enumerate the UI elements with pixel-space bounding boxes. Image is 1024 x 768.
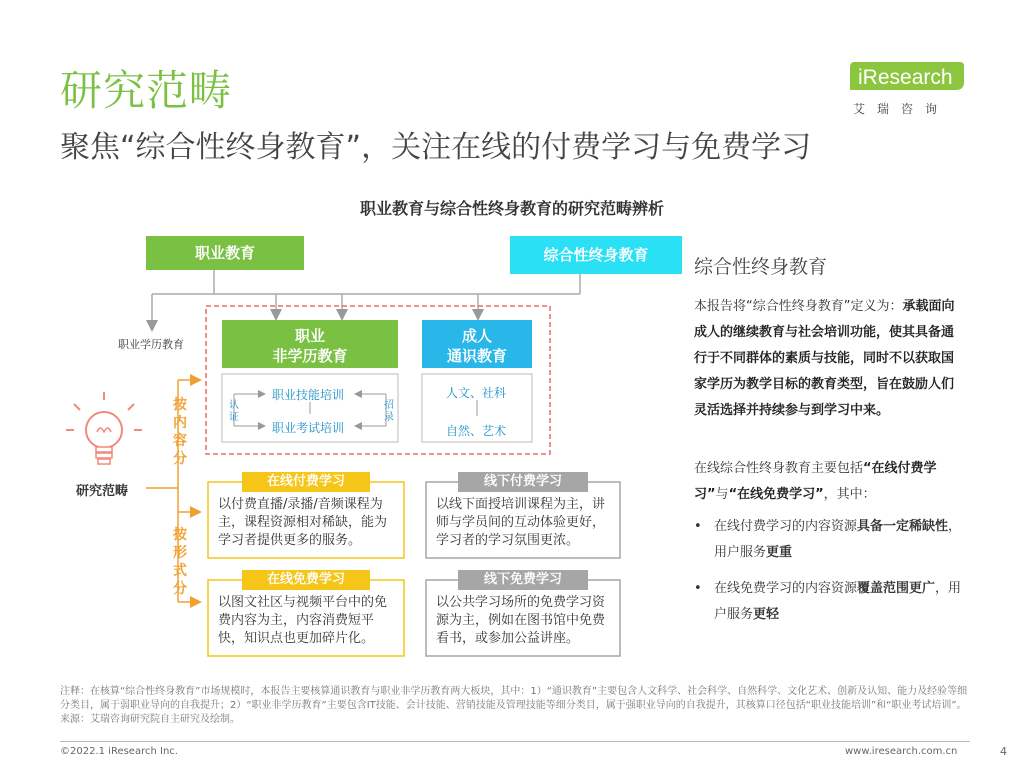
bullet-online-free — [694, 576, 966, 628]
notes-block — [60, 685, 970, 727]
diagram-title: 职业教育与综合性终身教育的研究范畴辨析 — [359, 199, 664, 218]
nature-arts-label: 自然、艺术 — [446, 424, 507, 438]
online-paid-tag: 在线付费学习 — [242, 472, 370, 492]
vocational-education-header: 职业教育 — [146, 236, 304, 270]
source-text: 来源：艾瑞咨询研究院自主研究及绘制。 — [60, 714, 240, 725]
page-subtitle: 聚焦“综合性终身教育”，关注在线的付费学习与免费学习 — [60, 130, 812, 165]
bullet1-d: 更重 — [766, 545, 793, 560]
offline-free-tag: 线下免费学习 — [458, 570, 588, 590]
bullet2-d: 更轻 — [753, 607, 780, 622]
bullet-dot: • — [694, 581, 702, 596]
composition-d: “在线免费学习” — [728, 487, 824, 502]
bullet-dot: • — [694, 519, 702, 534]
recruitment-label: 招录 — [384, 400, 394, 423]
skill-training-label: 职业技能培训 — [272, 388, 345, 402]
composition-c: 与 — [715, 487, 729, 502]
definition-bold: 承载面向成人的继续教育与社会培训功能，使其具备通行于不同群体的素质与技能，同时不以获取国家学历为教学目标的教育类型，旨在鼓励人们灵活选择并持续参与到学习中来。 — [694, 299, 955, 418]
copyright: ©2022.1 iResearch Inc. — [60, 746, 178, 757]
vocational-non-degree-box — [222, 320, 398, 368]
logo-cn: 艾瑞咨询 — [853, 102, 950, 116]
vocational-non-degree-line1: 职业 — [294, 327, 325, 345]
certification-label: 认证 — [229, 400, 239, 423]
bullet-online-paid — [694, 514, 966, 566]
website-link[interactable]: www.iresearch.com.cn — [845, 746, 958, 757]
sidebar-title: 综合性终身教育 — [694, 256, 828, 278]
offline-paid-tag: 线下付费学习 — [458, 472, 588, 492]
humanities-label: 人文、社科 — [446, 386, 507, 400]
online-free-tag: 在线免费学习 — [242, 570, 370, 590]
exam-training-label: 职业考试培训 — [272, 421, 345, 435]
bullet2-c: ，用户服务 — [714, 581, 962, 622]
bullet2-a: 在线免费学习的内容资源 — [714, 581, 858, 596]
definition-intro: 本报告将“综合性终身教育”定义为： — [694, 299, 903, 314]
research-scope-label: 研究范畴 — [76, 484, 129, 499]
logo-text: iResearch — [858, 66, 953, 89]
composition-paragraph — [694, 456, 966, 508]
bullet1-b: 具备一定稀缺性 — [857, 519, 949, 534]
bullet2-b: 覆盖范围更广 — [857, 581, 936, 596]
adult-general-line2: 通识教育 — [446, 347, 507, 365]
page-number: 4 — [1000, 745, 1007, 758]
composition-b: “在线付费学习” — [694, 461, 937, 502]
note-text: 注释：在核算“综合性终身教育”市场规模时，本报告主要核算通识教育与职业非学历教育两大板块，其中：1）“通识教育”主要包含人文科学、社会科学、自然科学、文化艺术、创新及认知、能力及经验等细分类目，属于弱职业导向的自我提升；2）“职业非学历教育”主要包含IT技能、会计技能、营销技能及管理技能等细分类目，属于强职业导向的自我提升，其核算口径包括“职业技能培训”和“职业考试培训”。 — [60, 686, 968, 711]
composition-e: ，其中： — [823, 487, 876, 502]
offline-free-desc: 以公共学习场所的免费学习资源为主，例如在图书馆中免费看书，或参加公益讲座。 — [436, 595, 606, 646]
vocational-non-degree-line2: 非学历教育 — [272, 347, 348, 365]
bullet1-c: ，用户服务 — [714, 519, 962, 560]
lifelong-education-header: 综合性终身教育 — [510, 236, 682, 274]
by-content-label: 按内容分 — [173, 397, 187, 467]
composition-a: 在线综合性终身教育主要包括 — [694, 461, 864, 476]
offline-paid-desc: 以线下面授培训课程为主，讲师与学员间的互动体验更好，学习者的学习氛围更浓。 — [436, 497, 606, 548]
adult-general-line1: 成人 — [461, 327, 492, 345]
adult-general-education-box — [422, 320, 532, 368]
bullet1-a: 在线付费学习的内容资源 — [714, 519, 858, 534]
by-form-label: 按形式分 — [173, 527, 187, 597]
footer-divider — [60, 741, 970, 742]
definition-paragraph — [694, 294, 966, 424]
online-free-desc: 以图文社区与视频平台中的免费内容为主，内容消费短平快，知识点也更加碎片化。 — [218, 595, 388, 646]
online-paid-desc: 以付费直播/录播/音频课程为主，课程资源相对稀缺，能为学习者提供更多的服务。 — [218, 497, 388, 548]
vocational-degree-label: 职业学历教育 — [118, 338, 184, 351]
lightbulb-icon — [66, 392, 142, 464]
page-title: 研究范畴 — [60, 66, 233, 115]
